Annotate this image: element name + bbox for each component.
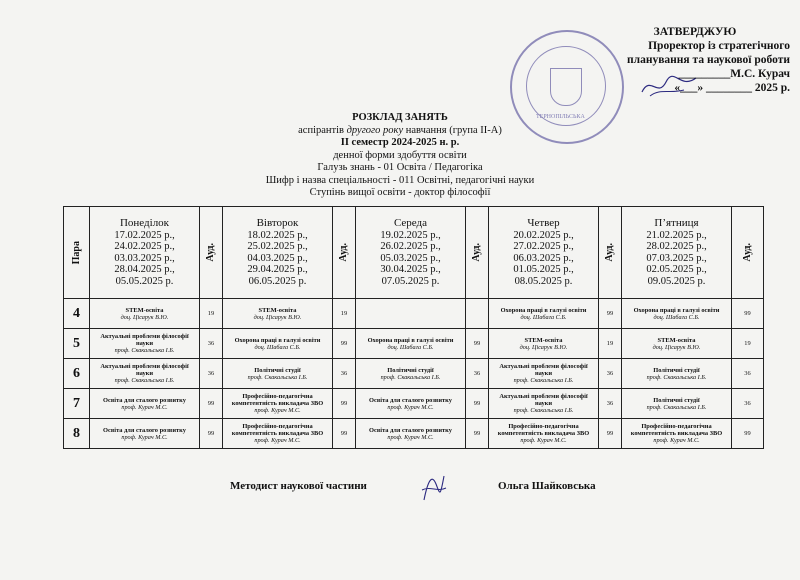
lesson-cell — [489, 389, 599, 419]
day-header-tuesday: Вівторок 18.02.2025 р., 25.02.2025 р., 04.03.2025 р., 29.04.2025 р., 06.05.2025 р. — [223, 207, 333, 299]
teacher-name: проф. Курач М.С. — [254, 437, 301, 444]
lesson-cell — [90, 389, 200, 419]
footer-name: Ольга Шайковська — [498, 480, 596, 492]
lesson-cell — [356, 419, 466, 449]
lesson-cell — [489, 329, 599, 359]
subject-name: Освіта для сталого розвитку — [369, 426, 452, 434]
group-line — [0, 125, 800, 138]
teacher-name: проф. Скакальська І.Б. — [114, 347, 175, 354]
semester: ІІ семестр 2024-2025 н. р. — [340, 137, 460, 148]
teacher-name: проф. Курач М.С. — [121, 433, 168, 441]
auditorium-number: 19 — [333, 299, 356, 329]
auditorium-number: 99 — [333, 389, 356, 419]
lesson-cell — [90, 329, 200, 359]
group-year: другого року — [346, 124, 404, 136]
approval-position-1: Проректор із стратегічного — [648, 40, 790, 52]
subject-name: Професійно-педагогічна компетентність викладача ЗВО — [630, 423, 723, 437]
subject-name: STEM-освіта — [524, 336, 563, 344]
approval-position-2: планування та наукової роботи — [627, 54, 790, 66]
lesson-cell — [622, 359, 732, 389]
auditorium-number: 99 — [599, 419, 622, 449]
group-prefix: аспірантів — [298, 124, 347, 136]
auditorium-number: 36 — [599, 359, 622, 389]
subject-name: Освіта для сталого розвитку — [103, 396, 186, 404]
auditorium-number: 19 — [200, 299, 223, 329]
auditorium-number: 19 — [599, 329, 622, 359]
auditorium-number: 36 — [200, 359, 223, 389]
teacher-name: проф. Скакальська І.Б. — [247, 373, 308, 381]
lesson-cell — [622, 299, 732, 329]
subject-name: Політичні студії — [254, 366, 301, 374]
approval-date: «___» ________ 2025 р. — [674, 82, 790, 94]
auditorium-number: 19 — [732, 329, 764, 359]
day-header-thursday: Четвер 20.02.2025 р., 27.02.2025 р., 06.03.2025 р., 01.05.2025 р., 08.05.2025 р. — [489, 207, 599, 299]
subject-name: Політичні студії — [387, 366, 434, 374]
lesson-cell — [90, 419, 200, 449]
subject-name: Актуальні проблеми філософії науки — [100, 333, 189, 347]
teacher-name: проф. Скакальська І.Б. — [513, 377, 574, 384]
teacher-name: доц. Цісарук В.Ю. — [253, 313, 302, 321]
lesson-cell — [223, 359, 333, 389]
subject-name: Політичні студії — [653, 366, 700, 374]
lesson-cell — [356, 299, 466, 329]
approval-title: ЗАТВЕРДЖУЮ — [653, 26, 737, 38]
teacher-name: доц. Цісарук В.Ю. — [652, 343, 701, 351]
subject-name: Охорона праці в галузі освіти — [633, 306, 720, 314]
auditorium-number: 99 — [200, 419, 223, 449]
footer-position: Методист наукової частини — [230, 480, 367, 492]
header-row — [64, 207, 764, 299]
lesson-cell — [489, 419, 599, 449]
teacher-name: доц. Шабага С.Б. — [254, 343, 301, 351]
auditorium-number: 36 — [466, 359, 489, 389]
subject-name: Професійно-педагогічна компетентність викладача ЗВО — [497, 423, 590, 437]
table-row — [64, 419, 764, 449]
aud-header: Ауд. — [732, 207, 764, 299]
teacher-name: проф. Скакальська І.Б. — [114, 377, 175, 384]
table-row — [64, 389, 764, 419]
day-header-monday: Понеділок 17.02.2025 р., 24.02.2025 р., 03.03.2025 р., 28.04.2025 р., 05.05.2025 р. — [90, 207, 200, 299]
pair-number: 6 — [64, 359, 90, 389]
knowledge-field: Галузь знань - 01 Освіта / Педагогіка — [317, 162, 483, 173]
teacher-name: доц. Цісарук В.Ю. — [120, 313, 169, 321]
specialty: Шифр і назва спеціальності - 011 Освітні, педагогічні науки — [265, 174, 535, 186]
subject-name: Актуальні проблеми філософії науки — [100, 363, 189, 377]
teacher-name: доц. Цісарук В.Ю. — [519, 343, 568, 351]
subject-name: Професійно-педагогічна компетентність викладача ЗВО — [231, 423, 324, 437]
teacher-name: доц. Шабага С.Б. — [653, 313, 700, 321]
teacher-name: проф. Курач М.С. — [520, 437, 567, 444]
subject-name: STEM-освіта — [657, 336, 696, 344]
subject-name: Охорона праці в галузі освіти — [234, 336, 321, 344]
subject-name: Охорона праці в галузі освіти — [367, 336, 454, 344]
subject-name: Освіта для сталого розвитку — [103, 426, 186, 434]
teacher-name: проф. Курач М.С. — [653, 437, 700, 444]
auditorium-number: 36 — [333, 359, 356, 389]
table-row — [64, 329, 764, 359]
stamp-text: ТЕРНОПІЛЬСЬКА — [536, 114, 585, 120]
subject-name: Професійно-педагогічна компетентність викладача ЗВО — [231, 393, 324, 407]
lesson-cell — [622, 329, 732, 359]
teacher-name: проф. Скакальська І.Б. — [646, 403, 707, 411]
schedule-table — [63, 206, 764, 449]
auditorium-number — [466, 299, 489, 329]
lesson-cell — [489, 359, 599, 389]
auditorium-number: 99 — [333, 419, 356, 449]
subject-name: Політичні студії — [653, 396, 700, 404]
study-form: денної форми здобуття освіти — [333, 149, 467, 161]
teacher-name: проф. Скакальська І.Б. — [646, 373, 707, 381]
document-title: РОЗКЛАД ЗАНЯТЬ — [352, 112, 448, 123]
teacher-name: проф. Курач М.С. — [387, 403, 434, 411]
teacher-name: проф. Скакальська І.Б. — [513, 407, 574, 414]
lesson-cell — [90, 359, 200, 389]
pair-header: Пара — [64, 207, 90, 299]
auditorium-number: 99 — [599, 299, 622, 329]
lesson-cell — [223, 389, 333, 419]
approval-name: _________М.С. Курач — [678, 68, 790, 80]
lesson-cell — [223, 299, 333, 329]
auditorium-number: 99 — [466, 329, 489, 359]
lesson-cell — [223, 329, 333, 359]
pair-number: 5 — [64, 329, 90, 359]
subject-name: Актуальні проблеми філософії науки — [499, 393, 588, 407]
auditorium-number: 36 — [200, 329, 223, 359]
subject-name: Освіта для сталого розвитку — [369, 396, 452, 404]
subject-name: STEM-освіта — [258, 306, 297, 314]
auditorium-number: 99 — [732, 419, 764, 449]
teacher-name: проф. Курач М.С. — [387, 433, 434, 441]
document-heading — [0, 112, 800, 200]
lesson-cell — [90, 299, 200, 329]
subject-name: STEM-освіта — [125, 306, 164, 314]
aud-header: Ауд. — [466, 207, 489, 299]
table-row — [64, 359, 764, 389]
auditorium-number: 99 — [732, 299, 764, 329]
day-header-friday: П’ятниця 21.02.2025 р., 28.02.2025 р., 07.03.2025 р., 02.05.2025 р., 09.05.2025 р. — [622, 207, 732, 299]
lesson-cell — [356, 359, 466, 389]
auditorium-number: 99 — [466, 389, 489, 419]
lesson-cell — [356, 389, 466, 419]
lesson-cell — [622, 389, 732, 419]
auditorium-number: 36 — [599, 389, 622, 419]
methodist-signature — [418, 470, 448, 504]
lesson-cell — [356, 329, 466, 359]
table-row — [64, 299, 764, 329]
degree: Ступінь вищої освіти - доктор філософії — [309, 187, 491, 198]
lesson-cell — [622, 419, 732, 449]
teacher-name: проф. Курач М.С. — [121, 403, 168, 411]
auditorium-number: 36 — [732, 389, 764, 419]
day-header-wednesday: Середа 19.02.2025 р., 26.02.2025 р., 05.03.2025 р., 30.04.2025 р., 07.05.2025 р. — [356, 207, 466, 299]
pair-number: 7 — [64, 389, 90, 419]
pair-number: 4 — [64, 299, 90, 329]
aud-header: Ауд. — [333, 207, 356, 299]
auditorium-number: 99 — [333, 329, 356, 359]
lesson-cell — [489, 299, 599, 329]
aud-header: Ауд. — [200, 207, 223, 299]
auditorium-number: 36 — [732, 359, 764, 389]
teacher-name: доц. Шабага С.Б. — [520, 313, 567, 321]
teacher-name: проф. Курач М.С. — [254, 407, 301, 414]
teacher-name: проф. Скакальська І.Б. — [380, 373, 441, 381]
pair-number: 8 — [64, 419, 90, 449]
subject-name: Актуальні проблеми філософії науки — [499, 363, 588, 377]
approval-block — [560, 25, 790, 95]
aud-header: Ауд. — [599, 207, 622, 299]
auditorium-number: 99 — [200, 389, 223, 419]
auditorium-number: 99 — [466, 419, 489, 449]
teacher-name: доц. Шабага С.Б. — [387, 343, 434, 351]
subject-name: Охорона праці в галузі освіти — [500, 306, 587, 314]
group-suffix: навчання (група ІІ-А) — [403, 124, 502, 136]
lesson-cell — [223, 419, 333, 449]
